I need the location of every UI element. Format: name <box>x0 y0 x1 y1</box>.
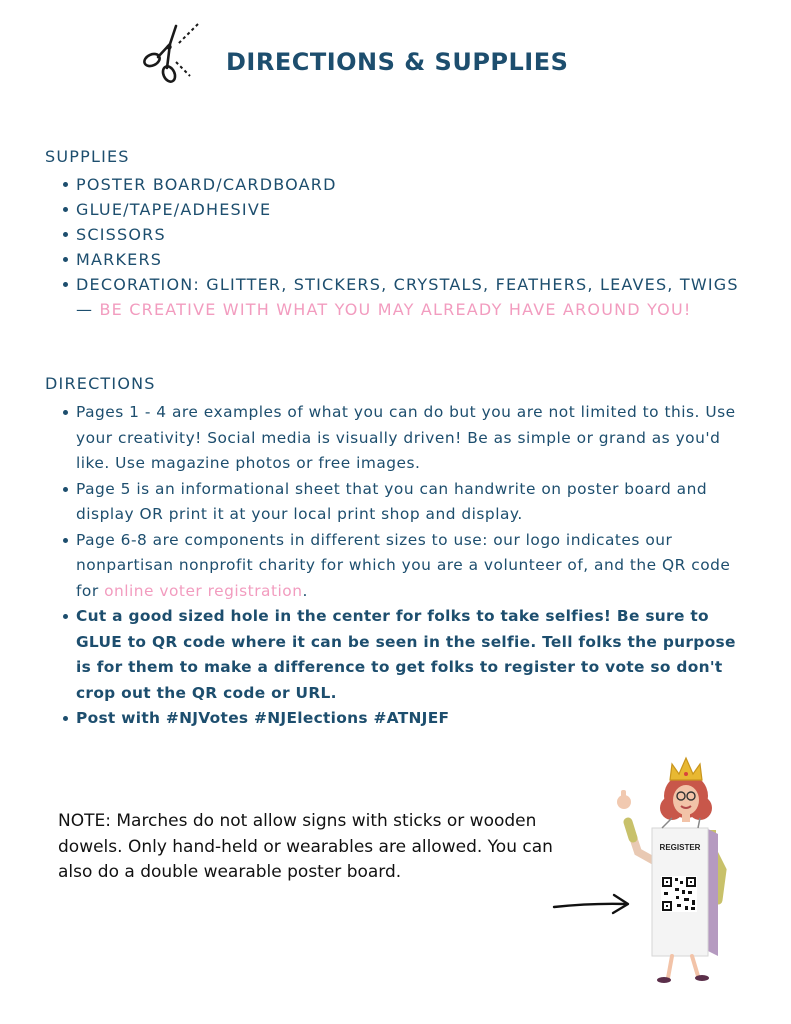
list-item: Pages 1 - 4 are examples of what you can do but you are not limited to this. Use your creativity! Social media is visually driven! Be as simple or grand as you'd like. Use magazine photos or free images. <box>60 400 740 477</box>
list-item: MARKERS <box>60 247 760 272</box>
list-item: Cut a good sized hole in the center for folks to take selfies! Be sure to GLUE to QR code where it can be seen in the selfie. Tell folks the purpose is for them to make a difference to get folks to register to vote so don't crop out the QR code or URL. <box>60 604 740 706</box>
supplies-list <box>60 172 760 322</box>
page-title: DIRECTIONS & SUPPLIES <box>226 48 569 76</box>
online-voter-registration-link[interactable]: online voter registration <box>104 581 303 600</box>
list-item <box>60 272 760 322</box>
decoration-text: DECORATION: GLITTER, STICKERS, CRYSTALS, FEATHERS, LEAVES, TWIGS — <box>76 275 739 319</box>
page-header <box>0 0 791 120</box>
list-item: POSTER BOARD/CARDBOARD <box>60 172 760 197</box>
list-item <box>60 528 740 605</box>
sign-label: REGISTER <box>659 843 701 852</box>
list-item: Page 5 is an informational sheet that you can handwrite on poster board and display OR print it at your local print shop and display. <box>60 477 740 528</box>
directions-list <box>60 400 740 732</box>
woman-wearing-register-sign-illustration <box>600 750 740 990</box>
directions-item-text: Page 6-8 are components in different sizes to use: our logo indicates our nonpartisan nonprofit charity for which you are a volunteer of, and the QR code for <box>76 530 731 600</box>
supplies-heading: SUPPLIES <box>45 147 130 166</box>
scissors-icon <box>138 22 200 84</box>
decoration-highlight: BE CREATIVE WITH WHAT YOU MAY ALREADY HAVE AROUND YOU! <box>99 300 692 319</box>
list-item: SCISSORS <box>60 222 760 247</box>
note-text: NOTE: Marches do not allow signs with sticks or wooden dowels. Only hand-held or wearables are allowed. You can also do a double wearable poster board. <box>58 811 553 882</box>
directions-item-end: . <box>302 581 308 600</box>
list-item: GLUE/TAPE/ADHESIVE <box>60 197 760 222</box>
directions-heading: DIRECTIONS <box>45 374 156 393</box>
qr-code-icon <box>661 876 697 912</box>
list-item: Post with #NJVotes #NJElections #ATNJEF <box>60 706 740 732</box>
